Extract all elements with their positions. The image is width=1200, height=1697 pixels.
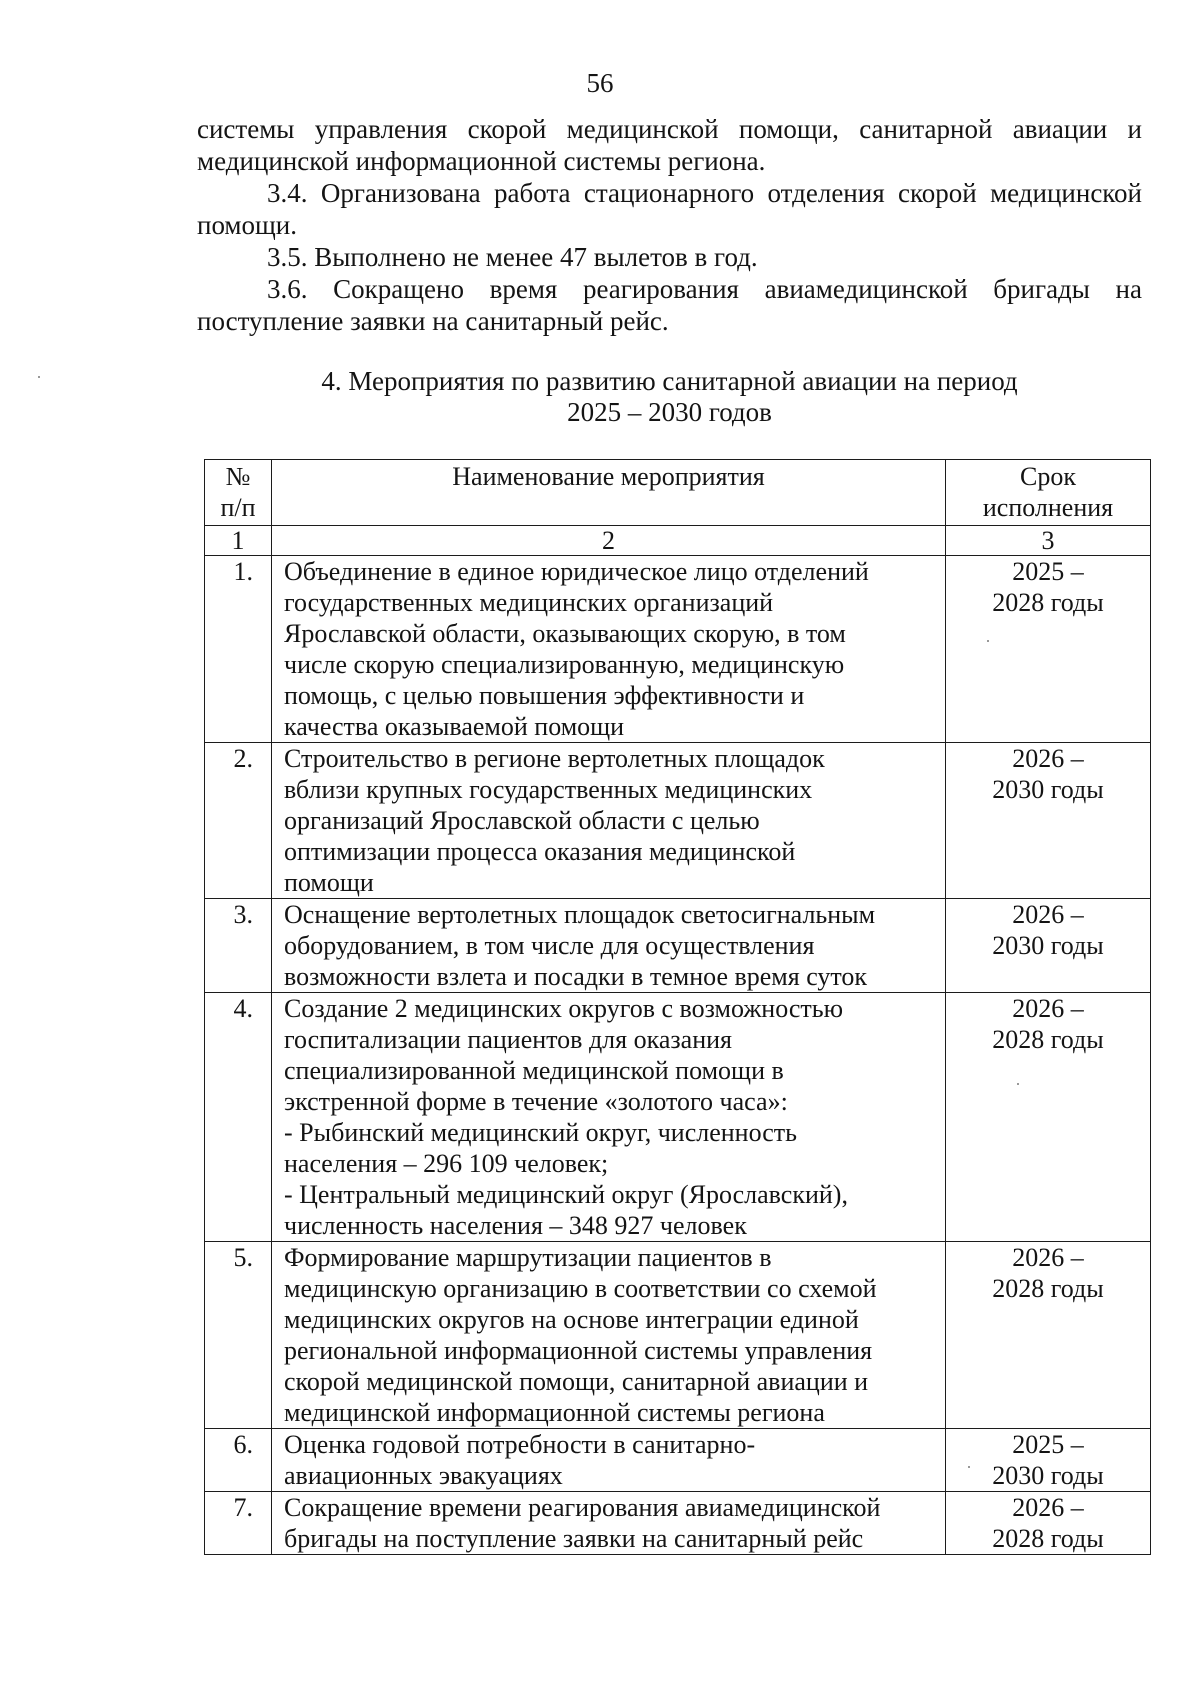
text-line: 2028 годы [992,1524,1104,1553]
text-line: государственных медицинских организаций [284,588,774,617]
text-line: медицинскую организацию в соответствии со схемой [284,1274,877,1303]
text-line: медицинской информационной системы региона [284,1398,825,1427]
header-term [946,460,1151,526]
column-index: 2 [272,526,946,556]
section-heading [197,366,1142,428]
text-line: экстренной форме в течение «золотого часа»: [284,1087,788,1116]
text-line: населения – 296 109 человек; [284,1149,609,1178]
header-number [205,460,272,526]
row-term [946,743,1151,899]
table-row [205,899,1151,993]
text-line: скорой медицинской помощи, санитарной авиации и [284,1367,869,1396]
item-line: медицинской помощи. [197,178,1143,240]
row-name [272,1429,946,1492]
text-line: Срок [1020,462,1076,491]
row-number: 7. [205,1492,272,1555]
column-index: 3 [946,526,1151,556]
row-name [272,556,946,743]
item-line: 3.5. Выполнено не менее 47 вылетов в год. [267,242,758,272]
text-line: авиационных эвакуациях [284,1461,563,1490]
text-line: Формирование маршрутизации пациентов в [284,1243,772,1272]
text-line: 2026 – [1012,994,1084,1023]
text-line: 2030 годы [992,1461,1104,1490]
text-line: оборудованием, в том числе для осуществления [284,931,815,960]
scan-speck [968,1466,970,1468]
text-line: - Центральный медицинский округ (Ярославский), [284,1180,848,1209]
text-line: Сокращение времени реагирования авиамедицинской [284,1493,881,1522]
row-number: 5. [205,1242,272,1429]
column-index-row [205,526,1151,556]
text-line: региональной информационной системы управления [284,1336,873,1365]
text-line: 2030 годы [992,775,1104,804]
text-line: специализированной медицинской помощи в [284,1056,784,1085]
text-line: 2026 – [1012,900,1084,929]
row-number: 6. [205,1429,272,1492]
table-row [205,1429,1151,1492]
scan-speck [38,376,40,378]
text-line: 2025 – [1012,1430,1084,1459]
text-line: помощь, с целью повышения эффективности и [284,681,805,710]
item-3-4 [197,177,1142,241]
section-heading-line: 4. Мероприятия по развитию санитарной авиации на период [321,366,1018,396]
text-line: исполнения [982,493,1114,522]
text-line: 2026 – [1012,744,1084,773]
header-name: Наименование мероприятия [272,460,946,526]
page-number: 56 [586,68,614,98]
row-name [272,993,946,1242]
continuation-line: системы управления скорой медицинской помощи, санитарной авиации и [197,114,1142,144]
text-line: 2030 годы [992,931,1104,960]
row-name [272,1492,946,1555]
text-line: медицинских округов на основе интеграции единой [284,1305,859,1334]
row-number: 2. [205,743,272,899]
row-number: 4. [205,993,272,1242]
text-line: Создание 2 медицинских округов с возможностью [284,994,844,1023]
row-number: 1. [205,556,272,743]
row-term [946,1492,1151,1555]
text-line: помощи [284,868,374,897]
row-term [946,556,1151,743]
table-row [205,1242,1151,1429]
table-row [205,556,1151,743]
text-line: - Рыбинский медицинский округ, численность [284,1118,797,1147]
text-line: № [225,462,251,491]
text-line: 2026 – [1012,1243,1084,1272]
row-name [272,1242,946,1429]
table-row [205,743,1151,899]
text-line: численность населения – 348 927 человек [284,1211,747,1240]
row-number: 3. [205,899,272,993]
scan-speck [1017,1083,1019,1085]
text-line: организаций Ярославской области с целью [284,806,760,835]
item-line: поступление заявки на санитарный рейс. [197,306,669,336]
text-line: Оснащение вертолетных площадок светосигнальным [284,900,876,929]
text-line: 2028 годы [992,1274,1104,1303]
row-name [272,743,946,899]
item-3-5 [197,241,1142,273]
text-line: 2028 годы [992,1025,1104,1054]
text-line: 2028 годы [992,588,1104,617]
continuation-line: медицинской информационной системы региона. [197,146,766,176]
text-line: Ярославской области, оказывающих скорую, в том [284,619,846,648]
item-line: 3.6. Сокращено время реагирования авиамедицинской бригады на [267,274,1142,304]
continuation-paragraph [197,113,1142,177]
text-line: госпитализации пациентов для оказания [284,1025,732,1054]
measures-table [204,459,1151,1555]
table-row [205,993,1151,1242]
table-row [205,1492,1151,1555]
text-line: качества оказываемой помощи [284,712,625,741]
text-line: числе скорую специализированную, медицинскую [284,650,845,679]
text-line: Оценка годовой потребности в санитарно- [284,1430,756,1459]
scan-speck [987,640,989,642]
row-name [272,899,946,993]
item-line: 3.4. Организована работа стационарного отделения скорой [267,178,977,208]
item-3-6 [197,273,1142,337]
row-term [946,899,1151,993]
text-line: п/п [220,493,256,522]
text-line: возможности взлета и посадки в темное время суток [284,962,868,991]
text-line: Объединение в единое юридическое лицо отделений [284,557,869,586]
text-line: Строительство в регионе вертолетных площадок [284,744,825,773]
row-term [946,1242,1151,1429]
row-term [946,993,1151,1242]
text-line: 2026 – [1012,1493,1084,1522]
text-line: бригады на поступление заявки на санитарный рейс [284,1524,864,1553]
text-line: вблизи крупных государственных медицинских [284,775,813,804]
section-heading-line: 2025 – 2030 годов [567,397,772,427]
text-line: оптимизации процесса оказания медицинской [284,837,796,866]
table-header-row [205,460,1151,526]
text-line: 2025 – [1012,557,1084,586]
row-term [946,1429,1151,1492]
column-index: 1 [205,526,272,556]
